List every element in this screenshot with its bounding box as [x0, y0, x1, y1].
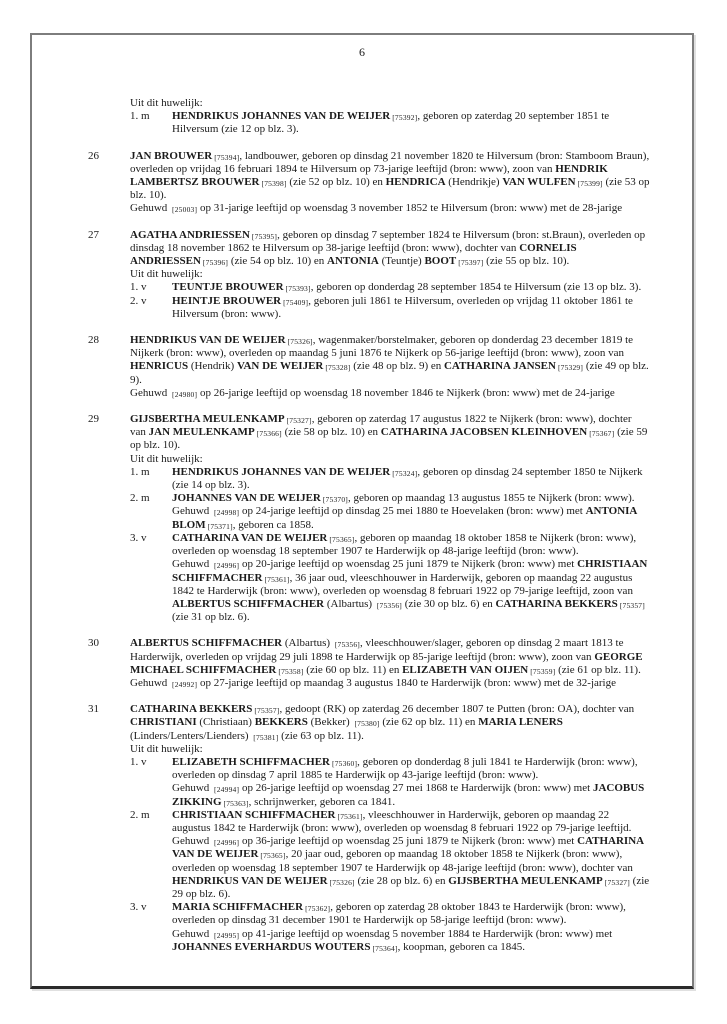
text-run: , geboren juli 1861 te Hilversum, overleden op vrijdag 11 oktober 1861 te Hilversum (bron: www). [172, 294, 633, 320]
person-name: HENDRIKUS VAN DE WEIJER [130, 334, 286, 347]
person-name: HENDRIK LAMBERTSZ BROUWER [130, 162, 608, 189]
child-entry [130, 281, 650, 294]
text-run: Gehuwd [172, 927, 213, 940]
person-name: HENDRICA [385, 176, 446, 189]
text-run: (Hendrikje) [445, 176, 503, 189]
record-id: [75395] [251, 231, 278, 241]
person-name: CORNELIS ANDRIESSEN [130, 241, 577, 268]
text-run: , landbouwer, geboren op dinsdag 21 november 1820 te Hilversum (bron: Stamboom Braun), overleden op vrijdag 16 februari 1894 te Hilversum op 73-jarige leeftijd (bron: www), zoon van [130, 149, 650, 175]
record-id: [75324] [392, 468, 418, 478]
person-name: ELIZABETH VAN OIJEN [402, 663, 529, 676]
entry-body [130, 637, 650, 690]
child-body [172, 295, 650, 321]
text-run: , geboren op zaterdag 17 augustus 1822 te Nijkerk (bron: www), dochter van [130, 413, 632, 439]
record-id: [75327] [286, 416, 312, 426]
paragraph [172, 281, 650, 294]
child-entry [130, 110, 650, 136]
paragraph [172, 928, 650, 954]
record-id: [75396] [202, 258, 229, 268]
record-id: [75380] [354, 719, 380, 729]
person-name: HENDRIKUS JOHANNES VAN DE WEIJER [172, 110, 391, 123]
entry-body [130, 150, 650, 216]
genealogy-entry [88, 637, 650, 690]
text-run: (Teuntje) [378, 255, 425, 268]
person-name: BEKKERS [254, 716, 308, 729]
text-run: (zie 58 op blz. 10) en [281, 426, 381, 439]
child-index: 2. m [130, 492, 150, 505]
text-run: Gehuwd [130, 386, 171, 399]
text-run: , koopman, geboren ca 1845. [397, 940, 525, 953]
record-id: [75370] [322, 495, 348, 505]
entry-number: 26 [88, 149, 99, 162]
text-run: (Hendrik) [188, 360, 237, 373]
paragraph [130, 334, 650, 387]
person-name: MARIA SCHIFFMACHER [172, 901, 304, 914]
record-id: [75393] [285, 284, 311, 294]
child-entry [130, 532, 650, 624]
text-run: op 20-jarige leeftijd op woensdag 25 juni 1879 te Nijkerk (bron: www) met [239, 558, 578, 571]
person-name: CHRISTIAAN SCHIFFMACHER [172, 808, 336, 821]
text-run: (zie 30 op blz. 6) en [401, 597, 496, 610]
text-run: , vleeschhouwer/slager, geboren op dinsdag 2 maart 1813 te Harderwijk, overleden op vrijdag 29 juli 1898 te Harderwijk op 85-jarige leeftijd (bron: www), zoon van [130, 637, 624, 663]
text-run: , 36 jaar oud, vleeschhouwer in Harderwijk, geboren op maandag 22 augustus 1842 te Harderwijk (bron: www), overleden op woensdag 8 februari 1922 op 79-jarige leeftijd, zoon van [172, 571, 633, 597]
paragraph [172, 492, 650, 505]
genealogy-entry [88, 150, 650, 216]
child-entry [130, 295, 650, 321]
person-name: CHRISTIANI [130, 716, 197, 729]
text-run: (zie 31 op blz. 6). [172, 611, 250, 624]
record-id: [75365] [260, 851, 286, 861]
record-id: [75366] [256, 429, 282, 439]
entry-number: 30 [88, 637, 99, 650]
entry-number: 27 [88, 228, 99, 241]
person-name: ALBERTUS SCHIFFMACHER [130, 637, 283, 650]
entry-body [130, 97, 650, 137]
person-name: CHRISTIAAN SCHIFFMACHER [172, 558, 648, 584]
person-name: JOHANNES VAN DE WEIJER [172, 492, 321, 505]
person-name: HENRICUS [130, 360, 189, 373]
record-id: [75326] [329, 877, 355, 887]
person-name: JAN MEULENKAMP [148, 426, 255, 439]
record-id: [24994] [214, 785, 240, 795]
record-id: [24995] [214, 930, 240, 940]
person-name: HEINTJE BROUWER [172, 294, 282, 307]
record-id: [75358] [278, 666, 304, 676]
text-run: Uit dit huwelijk: [130, 452, 203, 465]
text-run: (zie 55 op blz. 10). [483, 255, 570, 268]
text-run: Gehuwd [172, 505, 213, 518]
text-run: Uit dit huwelijk: [130, 742, 203, 755]
text-run: op 31-jarige leeftijd op woensdag 3 november 1852 te Hilversum (bron: www) met de 28-jarige [197, 202, 623, 215]
text-run: , geboren op maandag 13 augustus 1855 te Nijkerk (bron: www). [348, 492, 635, 505]
genealogy-entry [88, 413, 650, 624]
text-run: (zie 48 op blz. 9) en [350, 360, 444, 373]
text-run: Gehuwd [172, 558, 213, 571]
entry-body [130, 334, 650, 400]
children-heading [130, 97, 650, 110]
person-name: VAN WULFEN [502, 176, 576, 189]
text-run: (zie 53 op blz. 10). [130, 176, 650, 202]
text-run: , geboren op zaterdag 28 oktober 1843 te Harderwijk (bron: www), overleden op dinsdag 31 december 1901 te Harderwijk op 58-jarige leeftijd (bron: www). [172, 901, 626, 927]
paragraph [172, 835, 650, 901]
text-run: (zie 54 op blz. 10) en [228, 255, 328, 268]
page-content [88, 97, 650, 967]
text-run: , geboren op donderdag 8 juli 1841 te Harderwijk (bron: www), overleden op dinsdag 7 april 1885 te Harderwijk op 43-jarige leeftijd (bron: www). [172, 755, 638, 782]
text-run: , geboren op dinsdag 24 september 1850 te Nijkerk (zie 14 op blz. 3). [172, 465, 643, 492]
person-name: VAN DE WEIJER [236, 360, 324, 373]
person-name: CATHARINA VAN DE WEIJER [172, 835, 644, 861]
text-run: op 27-jarige leeftijd op maandag 3 augustus 1840 te Harderwijk (bron: www) met de 32-jarige [197, 676, 616, 689]
person-name: JOHANNES EVERHARDUS WOUTERS [172, 940, 371, 953]
child-body [172, 492, 650, 532]
record-id: [75327] [604, 877, 630, 887]
child-entry [130, 756, 650, 809]
paragraph [172, 809, 650, 835]
entry-body [130, 703, 650, 954]
record-id: [24996] [214, 838, 240, 848]
record-id: [75399] [577, 179, 603, 189]
genealogy-entry [88, 229, 650, 321]
text-run: (zie 60 op blz. 11) en [303, 663, 403, 676]
child-body [172, 901, 650, 954]
child-index: 1. m [130, 110, 150, 123]
text-run: (Christiaan) [196, 716, 255, 729]
record-id: [25003] [172, 205, 198, 215]
person-name: ANTONIA [327, 255, 379, 268]
child-body [172, 466, 650, 492]
person-name: AGATHA ANDRIESSEN [130, 228, 250, 241]
genealogy-entry [88, 334, 650, 400]
child-index: 3. v [130, 901, 147, 914]
text-run: (Bekker) [307, 716, 353, 729]
paragraph [130, 229, 650, 269]
record-id: [24980] [172, 389, 198, 399]
text-run: (Albartus) [282, 637, 333, 650]
person-name: HENDRIKUS JOHANNES VAN DE WEIJER [172, 465, 391, 478]
record-id: [75394] [214, 152, 240, 162]
child-index: 2. v [130, 294, 147, 307]
paragraph [172, 505, 650, 531]
child-entry [130, 809, 650, 901]
child-body [172, 532, 650, 624]
record-id: [75328] [325, 363, 351, 373]
text-run: Gehuwd [172, 782, 213, 795]
genealogy-entry [88, 703, 650, 954]
person-name: JACOBUS ZIKKING [172, 782, 645, 808]
record-id: [75392] [392, 113, 418, 123]
text-run: , geboren op dinsdag 7 september 1824 te Hilversum (bron: st.Braun), overleden op dinsdag 18 november 1862 te Hilversum op 38-jarige leeftijd (bron: www), dochter van [130, 228, 646, 254]
text-run: , wagenmaker/borstelmaker, geboren op donderdag 23 december 1819 te Nijkerk (bron: www), overleden op maandag 5 juni 1876 te Nijkerk op 56-jarige leeftijd (bron: www), zoon van [130, 334, 634, 360]
entry-number: 28 [88, 334, 99, 347]
text-run: , geboren op zaterdag 20 september 1851 te Hilversum (zie 12 op blz. 3). [172, 110, 610, 136]
person-name: ANTONIA BLOM [172, 505, 637, 531]
entry-number [88, 97, 130, 137]
page-number: 6 [359, 45, 365, 59]
entry-body [130, 229, 650, 321]
record-id: [24992] [172, 679, 198, 689]
person-name: MARIA LENERS [478, 716, 563, 729]
person-name: GEORGE MICHAEL SCHIFFMACHER [130, 650, 643, 676]
record-id: [75359] [530, 666, 556, 676]
paragraph [130, 703, 650, 743]
record-id: [75356] [376, 600, 402, 610]
text-run: op 26-jarige leeftijd op woensdag 18 november 1846 te Nijkerk (bron: www) met de 24-jarige [197, 386, 615, 399]
child-index: 1. v [130, 281, 147, 294]
text-run: , vleeschhouwer in Harderwijk, geboren op maandag 22 augustus 1842 te Harderwijk (bron: www), overleden op woensdag 8 februari 1922 op 79-jarige leeftijd. [172, 808, 632, 834]
text-run: Uit dit huwelijk: [130, 268, 203, 281]
child-index: 1. v [130, 755, 147, 768]
record-id: [75357] [254, 706, 280, 716]
person-name: CATHARINA BEKKERS [495, 597, 618, 610]
paragraph [130, 677, 650, 690]
paragraph [172, 110, 650, 136]
person-name: ELIZABETH SCHIFFMACHER [172, 755, 330, 768]
person-name: CATHARINA JANSEN [443, 360, 556, 373]
person-name: CATHARINA BEKKERS [130, 703, 253, 716]
text-run: (zie 62 op blz. 11) en [379, 716, 479, 729]
child-body [172, 110, 650, 136]
person-name: TEUNTJE BROUWER [172, 281, 284, 294]
child-index: 1. m [130, 465, 150, 478]
record-id: [75357] [619, 600, 645, 610]
person-name: GIJSBERTHA MEULENKAMP [448, 874, 603, 887]
person-name: HENDRIKUS VAN DE WEIJER [172, 874, 328, 887]
person-name: ALBERTUS SCHIFFMACHER [172, 597, 325, 610]
paragraph [172, 532, 650, 558]
record-id: [75365] [329, 534, 355, 544]
child-index: 3. v [130, 531, 147, 544]
person-name: CATHARINA JACOBSEN KLEINHOVEN [380, 426, 588, 439]
child-entry [130, 901, 650, 954]
child-body [172, 809, 650, 901]
genealogy-entry [88, 97, 650, 137]
text-run: Gehuwd [172, 835, 213, 848]
record-id: [75363] [223, 798, 249, 808]
text-run: (Albartus) [324, 597, 375, 610]
text-run: , geboren op donderdag 28 september 1854 te Hilversum (zie 13 op blz. 3). [310, 281, 642, 294]
record-id: [75361] [337, 811, 363, 821]
record-id: [75381] [253, 732, 279, 742]
text-run: (zie 61 op blz. 11). [555, 663, 641, 676]
record-id: [75329] [557, 363, 584, 373]
text-run: , gedoopt (RK) op zaterdag 26 december 1807 te Putten (bron: OA), dochter van [279, 703, 635, 716]
person-name: BOOT [424, 255, 457, 268]
entry-number: 31 [88, 703, 99, 716]
record-id: [75364] [372, 943, 398, 953]
children-heading [130, 453, 650, 466]
child-body [172, 756, 650, 809]
text-run: (zie 52 op blz. 10) en [286, 176, 386, 189]
record-id: [75398] [261, 179, 287, 189]
paragraph [172, 782, 650, 808]
paragraph [172, 466, 650, 492]
children-heading [130, 743, 650, 756]
text-run: Uit dit huwelijk: [130, 97, 203, 109]
text-run: op 26-jarige leeftijd op woensdag 27 mei 1868 te Harderwijk (bron: www) met [239, 782, 593, 795]
record-id: [75397] [458, 258, 484, 268]
paragraph [130, 150, 650, 203]
text-run: Gehuwd [130, 676, 171, 689]
record-id: [24996] [214, 561, 240, 571]
child-body [172, 281, 650, 294]
paragraph [172, 558, 650, 624]
text-run: (zie 63 op blz. 11). [278, 729, 364, 742]
entry-body [130, 413, 650, 624]
paragraph [172, 756, 650, 782]
text-run: (zie 59 op blz. 10). [130, 426, 648, 452]
record-id: [75326] [287, 337, 313, 347]
paragraph [172, 901, 650, 927]
paragraph [130, 202, 650, 215]
person-name: CATHARINA VAN DE WEIJER [172, 531, 328, 544]
text-run: op 36-jarige leeftijd op woensdag 25 juni 1879 te Nijkerk (bron: www) met [239, 835, 578, 848]
child-entry [130, 466, 650, 492]
person-name: GIJSBERTHA MEULENKAMP [130, 413, 285, 426]
record-id: [24998] [214, 508, 240, 518]
record-id: [75356] [334, 640, 360, 650]
record-id: [75361] [264, 574, 290, 584]
paragraph [130, 637, 650, 677]
paragraph [172, 295, 650, 321]
children-heading [130, 268, 650, 281]
text-run: (zie 29 op blz. 6). [172, 874, 650, 900]
text-run: , geboren op maandag 18 oktober 1858 te Nijkerk (bron: www), overleden op woensdag 18 september 1907 te Harderwijk op 48-jarige leeftijd (bron: www). [172, 531, 637, 558]
record-id: [75371] [207, 521, 233, 531]
text-run: , 20 jaar oud, geboren op maandag 18 oktober 1858 te Nijkerk (bron: www), overleden op woensdag 18 september 1907 te Harderwijk op 48-jarige leeftijd (bron: www), dochter van [172, 848, 633, 874]
child-index: 2. m [130, 808, 150, 821]
record-id: [75362] [305, 904, 331, 914]
text-run: , schrijnwerker, geboren ca 1841. [248, 795, 396, 808]
text-run: (zie 49 op blz. 9). [130, 360, 649, 386]
paragraph [130, 387, 650, 400]
record-id: [75409] [283, 297, 309, 307]
text-run: op 41-jarige leeftijd op woensdag 5 november 1884 te Harderwijk (bron: www) met [239, 927, 613, 940]
child-entry [130, 492, 650, 532]
document-page [30, 33, 694, 989]
text-run: (Linders/Lenters/Lienders) [130, 729, 252, 742]
record-id: [75360] [332, 758, 358, 768]
text-run: op 24-jarige leeftijd op dinsdag 25 mei 1880 te Hoevelaken (bron: www) met [239, 505, 586, 518]
record-id: [75367] [589, 429, 615, 439]
person-name: JAN BROUWER [130, 149, 213, 162]
text-run: , geboren ca 1858. [232, 518, 314, 531]
text-run: (zie 28 op blz. 6) en [354, 874, 449, 887]
text-run: Gehuwd [130, 202, 171, 215]
entry-number: 29 [88, 413, 99, 426]
paragraph [130, 413, 650, 453]
